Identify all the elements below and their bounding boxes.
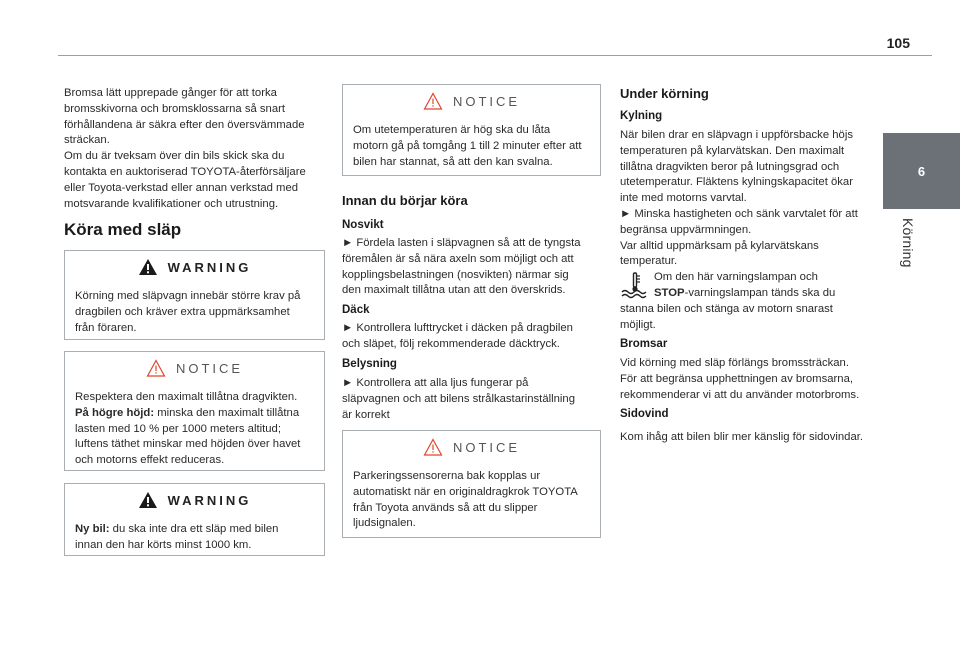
text-line: möjligt. <box>620 318 656 331</box>
text-line: tillåtna dragvikten beror på lutningsgrad och <box>620 160 840 173</box>
text-line: rekommenderar vi att du använder motorbroms. <box>620 388 860 401</box>
intro-paragraph <box>64 86 334 212</box>
warning-box-2 <box>64 483 325 556</box>
warning-triangle-icon <box>138 491 158 509</box>
text-fragment: du ska inte dra ett släp med bilen <box>109 523 279 535</box>
text-line: föremålen är så nära axeln som möjligt och att <box>342 252 574 265</box>
notice-header <box>343 85 600 117</box>
notice-text <box>65 384 324 469</box>
text-line: temperaturen på kylarvätskan. Den maximalt <box>620 144 845 157</box>
text-line: bilen har stannat, så att den kan svalna. <box>353 155 553 168</box>
page-number: 105 <box>886 35 910 51</box>
text-line: Kom ihåg att bilen blir mer känslig för sidovindar. <box>620 431 863 443</box>
subtitle-nosvikt: Nosvikt <box>342 219 384 231</box>
text-line: innan den har körts minst 1000 km. <box>75 538 252 551</box>
warning-header <box>65 251 324 283</box>
notice-triangle-icon <box>423 438 443 456</box>
text-line: lasten med 10 % per 1000 meters altitud; <box>75 422 281 435</box>
subtitle-bromsar: Bromsar <box>620 338 668 350</box>
text-line: från Toyota används så att du slipper <box>353 501 538 514</box>
notice-header <box>65 352 324 384</box>
nosvikt-paragraph <box>342 236 604 299</box>
text-line: automatiskt när en originaldragkrok TOYOTA <box>353 485 578 498</box>
text-line: Om du är tveksam över din bils skick ska du <box>64 150 285 163</box>
bold-term: STOP <box>654 286 685 299</box>
subtitle-kylning: Kylning <box>620 110 663 122</box>
warning-lamp-text <box>654 270 835 302</box>
text-line: motorn gå på tomgång 1 till 2 minuter efter att <box>353 139 582 152</box>
warning-header <box>65 484 324 516</box>
warning-lamp-row <box>620 270 882 302</box>
text-line: luftens täthet minskar med höjden över havet <box>75 438 301 451</box>
text-line: Respektera den maximalt tillåtna dragvikten. <box>75 391 298 403</box>
chapter-number: 6 <box>917 163 926 179</box>
text-line: När bilen drar en släpvagn i uppförsbacke höjs <box>620 129 853 141</box>
text-line: ► Fördela lasten i släpvagnen så att de tyngsta <box>342 237 581 249</box>
notice-header <box>343 431 600 463</box>
text-line: Körning med släpvagn innebär större krav på <box>75 290 301 302</box>
text-line: kontakta en auktoriserad TOYOTA-återförsäljare <box>64 165 306 178</box>
warning-label: WARNING <box>167 492 252 508</box>
notice-box-top <box>342 84 601 176</box>
text-line: ► Kontrollera att alla ljus fungerar på <box>342 377 529 389</box>
bromsar-paragraph <box>620 356 882 403</box>
text-line: Om utetemperaturen är hög ska du låta <box>353 124 551 136</box>
text-line: är korrekt <box>342 408 390 421</box>
text-line: kopplingsbelastningen (nosvikten) närmar sig <box>342 268 569 281</box>
text-line: begränsa uppvärmningen. <box>620 223 752 236</box>
text-line: förhållandena är säkra efter den översvämmade <box>64 118 305 131</box>
subtitle-dack: Däck <box>342 304 370 316</box>
text-line: Om den här varningslampan och <box>654 271 818 284</box>
section-title-kora-med-slap: Köra med släp <box>64 220 182 239</box>
dack-paragraph <box>342 321 604 353</box>
text-line: dragbilen och kräver extra uppmärksamhet <box>75 305 290 318</box>
section-title-innan: Innan du börjar köra <box>342 193 468 208</box>
notice-box-bottom <box>342 430 601 538</box>
warning-triangle-icon <box>138 258 158 276</box>
kylning-paragraph <box>620 128 882 333</box>
text-line: och släpet, följ rekommenderade däcktryck. <box>342 337 560 350</box>
bold-term: Ny bil: <box>75 523 110 535</box>
notice-text <box>343 117 600 170</box>
text-line: ► Minska hastigheten och sänk varvtalet för att <box>620 207 858 220</box>
text-line <box>75 522 314 538</box>
sidovind-paragraph <box>620 430 882 446</box>
chapter-title: Körning <box>900 218 916 268</box>
text-line: släpvagnen och att bilens strålkastarinställning <box>342 392 575 405</box>
notice-box-1 <box>64 351 325 471</box>
text-line: bromsskivorna och bromsklossarna så snart <box>64 102 286 115</box>
text-line: motsvarande kvalifikationer och utrustning. <box>64 197 279 210</box>
text-fragment: minska den maximalt tillåtna <box>154 406 300 419</box>
header-divider <box>58 55 932 56</box>
notice-label: NOTICE <box>452 439 521 455</box>
text-line: inte med motorns varvtal. <box>620 192 747 205</box>
subtitle-sidovind: Sidovind <box>620 408 669 420</box>
text-line: Var alltid uppmärksam på kylarvätskans <box>620 239 819 252</box>
chapter-tab[interactable] <box>883 133 960 209</box>
notice-triangle-icon <box>423 92 443 110</box>
text-line: ► Kontrollera lufttrycket i däcken på dragbilen <box>342 322 573 334</box>
notice-text <box>343 463 600 532</box>
notice-label: NOTICE <box>452 93 521 109</box>
warning-text <box>65 283 324 336</box>
text-line: från föraren. <box>75 321 137 334</box>
text-line: sträckan. <box>64 134 110 147</box>
text-fragment: -varningslampan tänds ska du <box>684 286 836 299</box>
text-line: utetemperatur. Fläktens kylningskapacitet ökar <box>620 176 853 189</box>
text-line: Bromsa lätt upprepade gånger för att torka <box>64 87 277 99</box>
text-line: stanna bilen och stänga av motorn snarast <box>620 302 833 315</box>
notice-triangle-icon <box>146 359 166 377</box>
warning-label: WARNING <box>167 259 252 275</box>
text-line: För att begränsa upphettningen av bromsarna, <box>620 372 853 385</box>
section-title-under-korning: Under körning <box>620 86 709 101</box>
text-line <box>75 406 314 422</box>
text-line: och motorns effekt reduceras. <box>75 454 225 467</box>
warning-box-1 <box>64 250 325 340</box>
text-line: den maximalt tillåtna utan att den överskrids. <box>342 284 566 297</box>
belysning-paragraph <box>342 376 604 423</box>
subtitle-belysning: Belysning <box>342 358 397 370</box>
notice-label: NOTICE <box>175 360 244 376</box>
warning-text <box>65 516 324 554</box>
text-line: eller Toyota-verkstad eller annan verkstad med <box>64 181 299 194</box>
bold-term: På högre höjd: <box>75 406 155 419</box>
text-line <box>654 286 835 302</box>
text-line: ljudsignalen. <box>353 517 416 530</box>
text-line: temperatur. <box>620 255 678 268</box>
coolant-temperature-icon <box>620 270 650 300</box>
text-line: Parkeringssensorerna bak kopplas ur <box>353 470 541 482</box>
text-line: Vid körning med släp förlängs bromssträckan. <box>620 357 849 369</box>
